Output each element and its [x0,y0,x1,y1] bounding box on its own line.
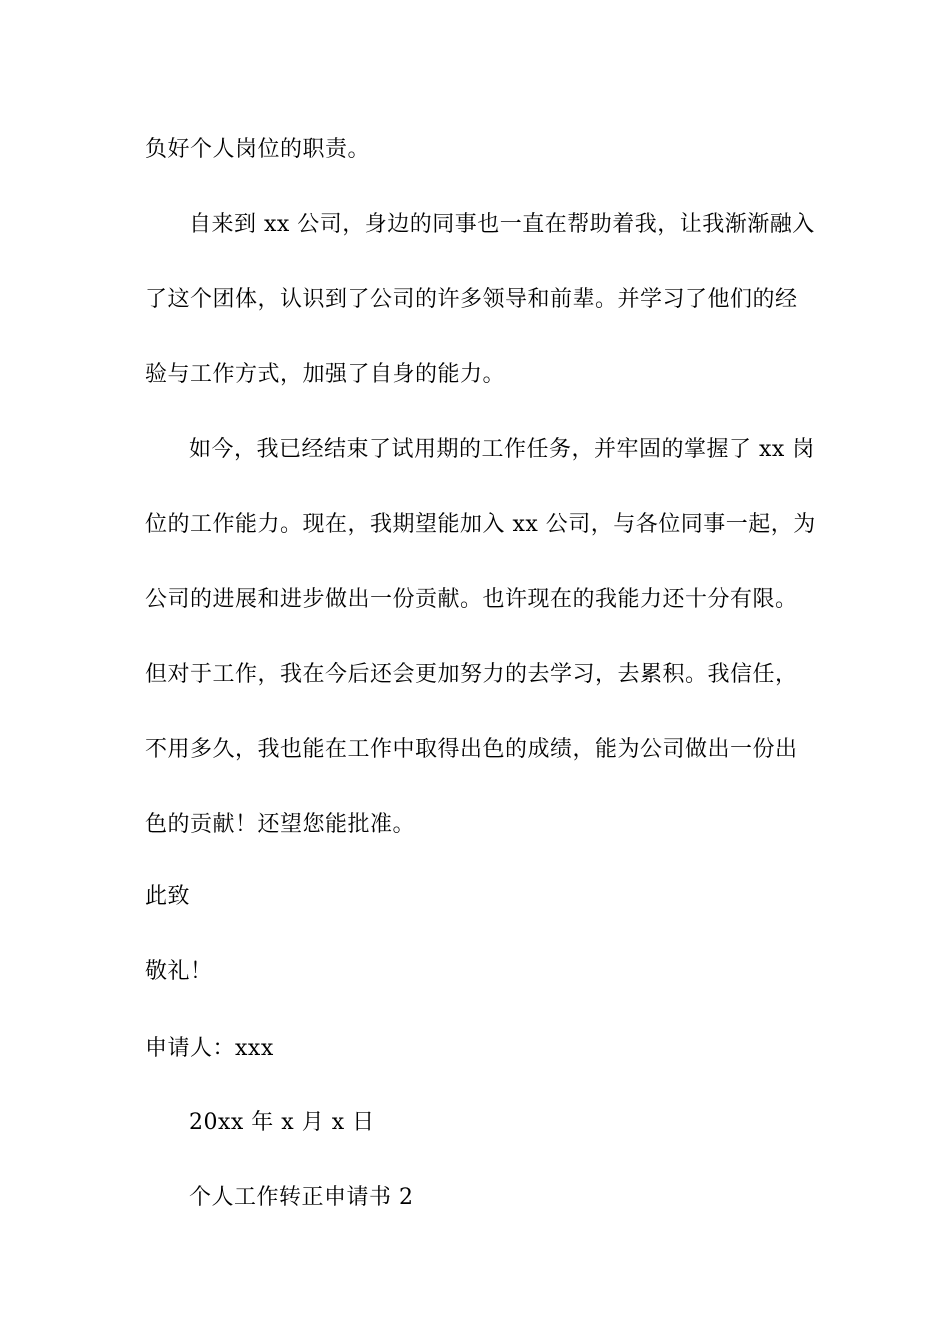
paragraph-line: 了这个团体，认识到了公司的许多领导和前辈。并学习了他们的经 [145,287,798,312]
paragraph-line: 色的贡献！还望您能批准。 [145,812,416,837]
applicant-line: 申请人：xxx [145,1036,274,1061]
paragraph-line: 公司的进展和进步做出一份贡献。也许现在的我能力还十分有限。 [145,587,798,612]
paragraph-line: 位的工作能力。现在，我期望能加入 xx 公司，与各位同事一起，为 [145,512,816,537]
paragraph-line: 不用多久，我也能在工作中取得出色的成绩，能为公司做出一份出 [145,737,798,762]
closing-salutation: 此致 [145,884,191,909]
paragraph-line: 但对于工作，我在今后还会更加努力的去学习，去累积。我信任， [145,662,798,687]
section-title: 个人工作转正申请书 2 [189,1185,414,1210]
paragraph-line: 验与工作方式，加强了自身的能力。 [145,362,506,387]
paragraph-line: 负好个人岗位的职责。 [145,137,371,162]
closing-regards: 敬礼！ [145,959,213,984]
date-line: 20xx 年 x 月 x 日 [189,1110,375,1135]
paragraph-line: 如今，我已经结束了试用期的工作任务，并牢固的掌握了 xx 岗 [189,437,815,462]
paragraph-line: 自来到 xx 公司，身边的同事也一直在帮助着我，让我渐渐融入 [189,212,815,237]
